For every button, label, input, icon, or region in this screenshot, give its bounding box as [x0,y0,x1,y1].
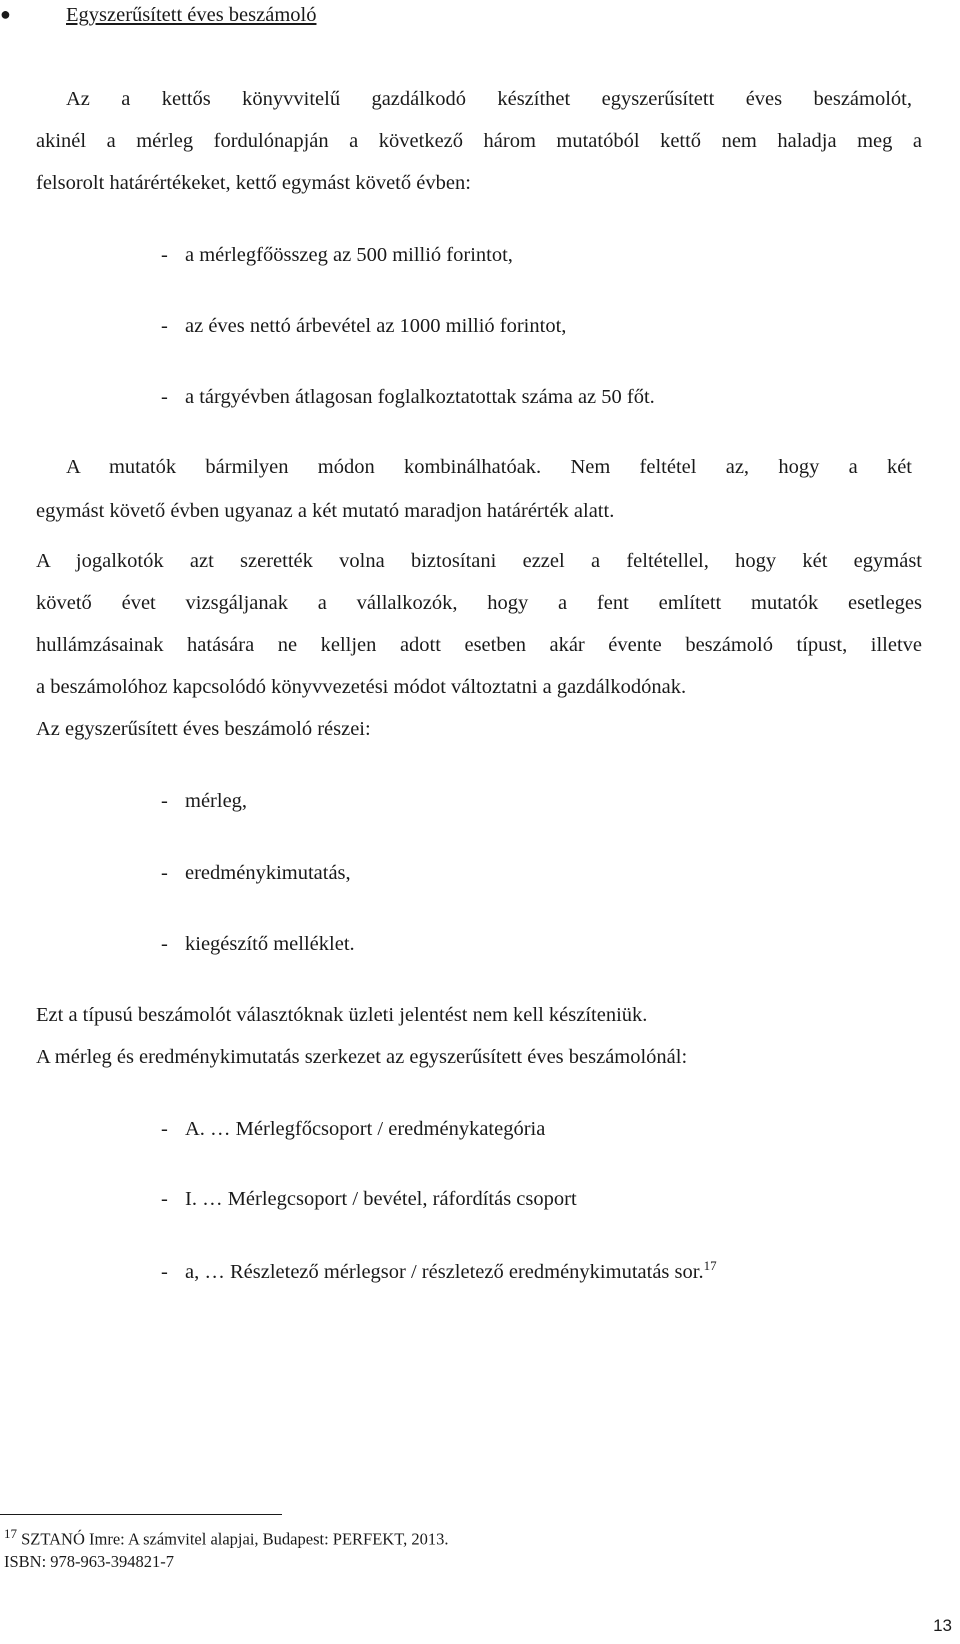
parts-item [161,862,351,885]
footnote [4,1526,448,1550]
section-title: Egyszerűsített éves beszámoló [66,4,317,26]
dash: - [161,1118,168,1140]
criteria-item [161,244,513,267]
dash: - [161,244,168,266]
rationale-line-1: A jogalkotók azt szerették volna biztosítani ezzel a feltétellel, hogy két egymást [36,550,922,572]
dash: - [161,386,168,408]
criteria-item [161,315,566,338]
parts-item [161,933,355,956]
combination-line-2: egymást követő évben ugyanaz a két mutató maradjon határérték alatt. [36,500,615,522]
rationale-line-2: követő évet vizsgáljanak a vállalkozók, hogy a fent említett mutatók esetleges [36,592,922,614]
criteria-text: a mérlegfőösszeg az 500 millió forintot, [185,244,513,266]
criteria-text: az éves nettó árbevétel az 1000 millió forintot, [185,315,567,337]
parts-text: kiegészítő melléklet. [185,933,355,955]
structure-item [161,1118,545,1141]
rationale-line-3: hullámzásainak hatására ne kelljen adott esetben akár évente beszámoló típust, illetve [36,634,922,656]
dash: - [161,1188,168,1210]
structure-item [161,1258,717,1284]
dash: - [161,790,168,812]
dash: - [161,862,168,884]
footnote-marker[interactable]: 17 [703,1258,717,1273]
criteria-text: a tárgyévben átlagosan foglalkoztatottak száma az 50 főt. [185,386,655,408]
footnote-isbn: ISBN: 978-963-394821-7 [4,1552,175,1571]
intro-line-2: akinél a mérleg fordulónapján a következő három mutatóból kettő nem haladja meg a [36,130,922,152]
structure-item [161,1188,577,1211]
footnote-separator [0,1514,282,1515]
structure-intro: A mérleg és eredménykimutatás szerkezet az egyszerűsített éves beszámolónál: [36,1046,688,1068]
footnote-number: 17 [4,1526,17,1541]
no-report-sentence: Ezt a típusú beszámolót választóknak üzleti jelentést nem kell készíteniük. [36,1004,648,1026]
dash: - [161,933,168,955]
page-number: 13 [933,1616,952,1635]
structure-text: A. … Mérlegfőcsoport / eredménykategória [185,1118,546,1140]
footnote-text: SZTANÓ Imre: A számvitel alapjai, Budapest: PERFEKT, 2013. [17,1529,449,1549]
parts-text: mérleg, [185,790,248,812]
rationale-line-4: a beszámolóhoz kapcsolódó könyvvezetési módot változtatni a gazdálkodónak. [36,676,687,698]
parts-text: eredménykimutatás, [185,862,351,884]
dash: - [161,315,168,337]
bullet-icon: ● [0,4,11,24]
combination-line-1: A mutatók bármilyen módon kombinálhatóak. Nem feltétel az, hogy a két [66,456,912,478]
structure-text: a, … Részletező mérlegsor / részletező eredménykimutatás sor. [185,1260,704,1283]
intro-line-3: felsorolt határértékeket, kettő egymást követő évben: [36,172,471,194]
parts-item [161,790,247,813]
intro-line-1: Az a kettős könyvvitelű gazdálkodó készíthet egyszerűsített éves beszámolót, [66,88,912,110]
parts-intro: Az egyszerűsített éves beszámoló részei: [36,718,371,740]
dash: - [161,1260,168,1283]
structure-text: I. … Mérlegcsoport / bevétel, ráfordítás csoport [185,1188,577,1210]
criteria-item [161,386,655,409]
